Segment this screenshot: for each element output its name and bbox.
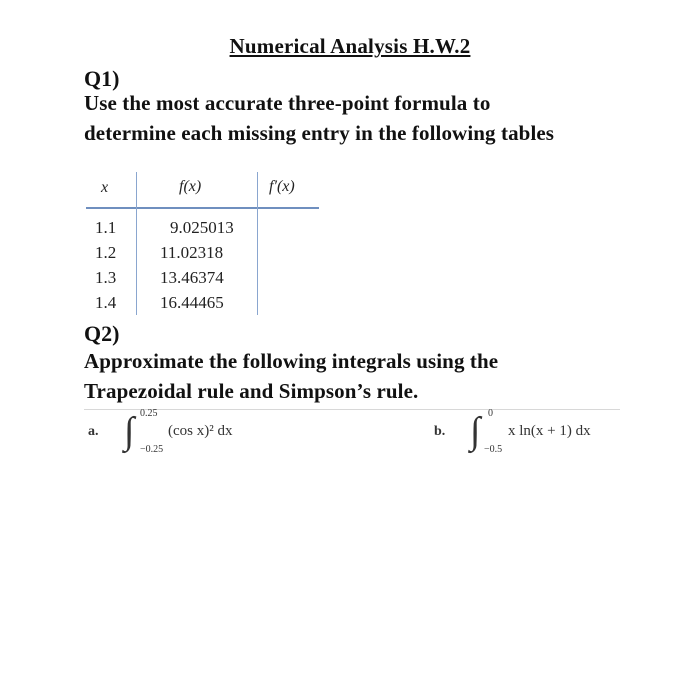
integral-b-upper-limit: 0	[488, 408, 493, 419]
table-header-x: x	[101, 179, 109, 196]
separator-line	[84, 409, 620, 410]
integral-b-lower-limit: −0.5	[484, 444, 503, 455]
page-title: Numerical Analysis H.W.2	[229, 34, 471, 58]
table-header-rule	[86, 207, 319, 209]
table-cell-fx: 16.44465	[160, 293, 224, 312]
q2-text-line1: Approximate the following integrals using the	[84, 349, 499, 373]
table-cell-x: 1.1	[95, 218, 117, 237]
q2-text-line2: Trapezoidal rule and Simpson’s rule.	[84, 379, 419, 403]
integral-sign-icon: ∫	[124, 410, 135, 452]
table-header-dfx: f′(x)	[269, 178, 295, 195]
table-column-divider	[257, 172, 258, 315]
table-column-divider	[136, 172, 137, 315]
q1-heading: Q1)	[84, 66, 120, 91]
table-cell-fx: 13.46374	[160, 268, 224, 287]
integral-a-label: a.	[88, 424, 99, 439]
q1-text-line2: determine each missing entry in the following tables	[84, 121, 555, 145]
table-cell-fx: 11.02318	[160, 243, 224, 262]
table-cell-x: 1.4	[95, 293, 117, 312]
q2-heading: Q2)	[84, 321, 120, 346]
integral-sign-icon: ∫	[470, 410, 481, 452]
table-cell-fx: 9.025013	[170, 218, 234, 237]
table-cell-x: 1.2	[95, 243, 117, 262]
integral-b-integrand: x ln(x + 1) dx	[508, 423, 591, 439]
integral-a-upper-limit: 0.25	[140, 408, 158, 419]
integral-a-integrand: (cos x)² dx	[168, 423, 233, 439]
table-cell-x: 1.3	[95, 268, 117, 287]
integral-b-label: b.	[434, 424, 446, 439]
q1-text-line1: Use the most accurate three-point formula to	[84, 91, 491, 115]
table-header-fx: f(x)	[179, 178, 202, 195]
integral-a-lower-limit: −0.25	[140, 444, 164, 455]
